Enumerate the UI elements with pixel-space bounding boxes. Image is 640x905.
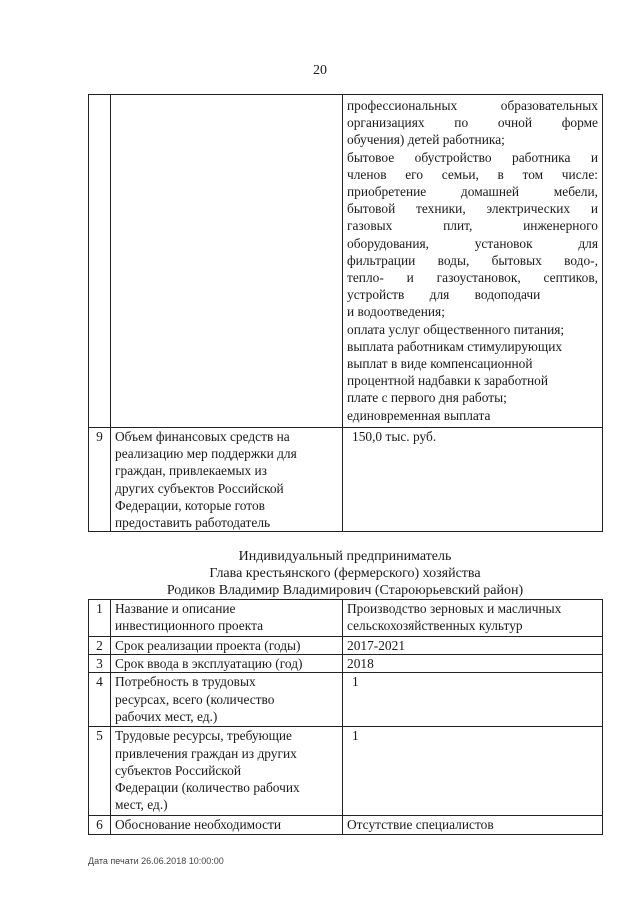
text-line: обучения) детей работника; xyxy=(347,132,505,148)
text-line: сельскохозяйственных культур xyxy=(347,618,523,634)
text-line: рабочих мест, ед.) xyxy=(115,708,218,724)
table-row-continuation xyxy=(89,95,603,428)
row-label xyxy=(111,428,343,532)
text-line: других субъектов Российской xyxy=(115,480,284,496)
farm-title: Глава крестьянского (фермерского) хозяйства xyxy=(209,566,481,581)
table-row-9 xyxy=(89,428,603,532)
text-line: плате с первого дня работы; xyxy=(347,390,507,406)
text-line: Трудовые ресурсы, требующие xyxy=(115,728,292,744)
cell-num-empty xyxy=(89,95,111,428)
text-line: 1 xyxy=(352,728,359,744)
text-line: предоставить работодатель xyxy=(115,515,271,531)
row-value xyxy=(343,655,603,673)
text-line: бытовое обустройство работника и xyxy=(347,149,598,165)
continuation-text xyxy=(343,95,603,428)
text-line: инвестиционного проекта xyxy=(115,618,264,634)
text-line: Отсутствие специалистов xyxy=(347,817,494,833)
row-value xyxy=(343,673,603,727)
row-value xyxy=(343,727,603,816)
entrepreneur-title: Индивидуальный предприниматель xyxy=(238,549,452,564)
text-line: 1 xyxy=(352,674,359,690)
text-line: единовременная выплата xyxy=(347,407,491,423)
text-line: 2017-2021 xyxy=(347,638,406,653)
text-line: Федерации (количество рабочих xyxy=(115,780,300,796)
print-date: Дата печати 26.06.2018 10:00:00 xyxy=(88,856,224,866)
table-row xyxy=(89,727,603,816)
row-value xyxy=(343,600,603,637)
table-row xyxy=(89,673,603,727)
text-line: членов его семьи, в том числе: xyxy=(347,166,598,182)
text-line: реализацию мер поддержки для xyxy=(115,446,297,462)
investment-project-table xyxy=(88,599,603,835)
text-line: газовых плит, инженерного xyxy=(347,218,598,234)
text-line: и водоотведения; xyxy=(347,304,445,320)
row-label xyxy=(111,673,343,727)
table-row xyxy=(89,600,603,637)
row-number: 5 xyxy=(89,727,111,816)
row-value xyxy=(343,816,603,834)
text-line: Потребность в трудовых xyxy=(115,674,256,690)
row-label xyxy=(111,600,343,637)
row-value xyxy=(343,637,603,655)
text-line: субъектов Российской xyxy=(115,762,241,778)
row-number: 9 xyxy=(89,428,111,532)
text-line: профессиональных образовательных xyxy=(347,98,598,113)
text-line: Срок ввода в эксплуатацию (год) xyxy=(115,656,303,672)
cell-label-empty xyxy=(111,95,343,428)
text-line: 2018 xyxy=(347,656,374,672)
text-line: Производство зерновых и масличных xyxy=(347,601,562,616)
text-line: привлечения граждан из других xyxy=(115,745,297,761)
row-label xyxy=(111,655,343,673)
text-line: оборудования, установок для xyxy=(347,235,598,251)
page-number: 20 xyxy=(313,63,327,78)
row-label xyxy=(111,637,343,655)
text-line: граждан, привлекаемых из xyxy=(115,463,267,479)
text-line: устройств для водоподачи xyxy=(347,287,541,303)
text-line: оплата услуг общественного питания; xyxy=(347,321,565,337)
table-row xyxy=(89,637,603,655)
text-line: Название и описание xyxy=(115,601,236,616)
text-line: мест, ед.) xyxy=(115,797,168,813)
text-line: ресурсах, всего (количество xyxy=(115,691,275,707)
text-line: выплат в виде компенсационной xyxy=(347,356,533,372)
row-number: 4 xyxy=(89,673,111,727)
text-line: организациях по очной форме xyxy=(347,115,598,131)
row-number: 1 xyxy=(89,600,111,637)
text-line: выплата работникам стимулирующих xyxy=(347,338,563,354)
text-line: приобретение домашней мебели, xyxy=(347,184,598,200)
row-number: 2 xyxy=(89,637,111,655)
text-line: фильтрации воды, бытовых водо-, xyxy=(347,252,598,268)
row-value: 150,0 тыс. руб. xyxy=(343,428,603,532)
text-line: Объем финансовых средств на xyxy=(115,429,290,444)
text-line: Обоснование необходимости xyxy=(115,817,282,833)
text-line: тепло- и газоустановок, септиков, xyxy=(347,270,598,286)
owner-name: Родиков Владимир Владимирович (Староюрьевский район) xyxy=(166,583,524,598)
table-row xyxy=(89,816,603,834)
support-measures-table xyxy=(88,94,603,532)
table-row xyxy=(89,655,603,673)
row-number: 6 xyxy=(89,816,111,834)
text-line: бытовой техники, электрических и xyxy=(347,201,598,217)
text-line: процентной надбавки к заработной xyxy=(347,373,549,389)
text-line: Срок реализации проекта (годы) xyxy=(115,638,301,653)
text-line: Федерации, которые готов xyxy=(115,497,266,513)
row-number: 3 xyxy=(89,655,111,673)
row-label xyxy=(111,816,343,834)
row-label xyxy=(111,727,343,816)
